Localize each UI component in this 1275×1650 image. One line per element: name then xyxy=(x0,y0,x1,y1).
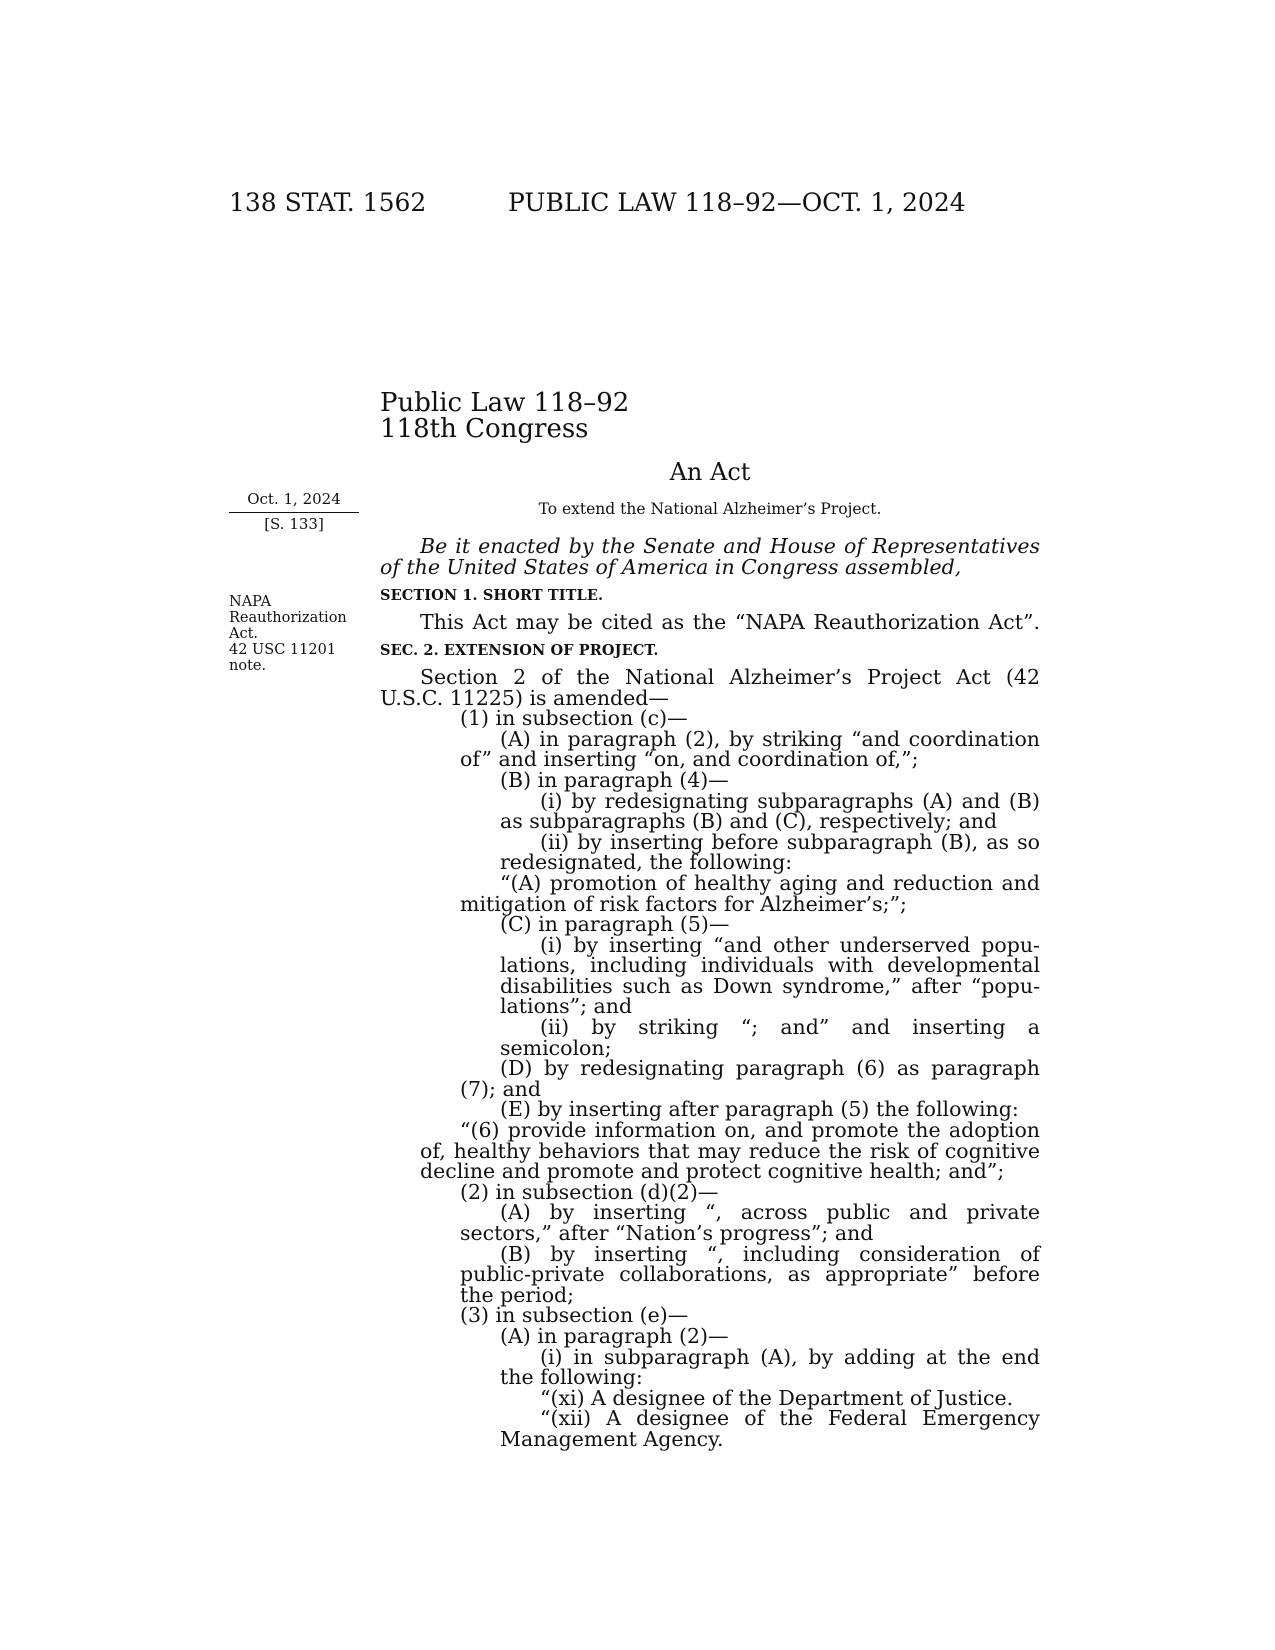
margin-note xyxy=(229,594,369,674)
body-paragraph: (i) by redesignating subparagraphs (A) and (B) as subparagraphs (B) and (C), respectively; and xyxy=(500,788,1040,834)
body-paragraph: (A) in paragraph (2), by striking “and coordination of” and inserting “on, and coordination of,”; xyxy=(460,726,1040,772)
body-paragraph: (B) by inserting “, including consideration of public-private collaborations, as appropriate” before the period; xyxy=(460,1241,1040,1307)
margin-divider xyxy=(229,512,359,513)
act-purpose: To extend the National Alzheimer’s Project. xyxy=(538,500,882,518)
section-1-text: This Act may be cited as the “NAPA Reauthorization Act”. xyxy=(420,609,1040,634)
act-body xyxy=(380,536,1040,1450)
margin-bill-number: [S. 133] xyxy=(264,515,324,533)
margin-note-line: NAPA xyxy=(229,594,272,610)
enacting-clause: Be it enacted by the Senate and House of Representatives of the United States of America in Congress assembled, xyxy=(380,534,1040,579)
body-paragraph: (A) in paragraph (2)— xyxy=(500,1323,729,1348)
body-paragraph: (A) by inserting “, across public and private sectors,” after “Nation’s progress”; and xyxy=(460,1200,1040,1245)
body-paragraph: (B) in paragraph (4)— xyxy=(500,767,729,792)
body-paragraph: “(A) promotion of healthy aging and reduction and mitigation of risk factors for Alzheimer’s;”; xyxy=(460,870,1040,916)
body-paragraph: “(6) provide information on, and promote the adoption of, healthy behaviors that may reduce the risk of cognitive decline and promote and protect cognitive health; and”; xyxy=(420,1118,1040,1184)
margin-note-line: Act. xyxy=(229,626,259,642)
margin-note-line: note. xyxy=(229,658,267,674)
an-act-heading: An Act xyxy=(669,458,751,486)
body-paragraph: (D) by redesignating paragraph (6) as paragraph (7); and xyxy=(460,1056,1040,1101)
body-paragraph: (2) in subsection (d)(2)— xyxy=(460,1179,719,1204)
body-paragraph: (i) by inserting “and other underserved popu-lations, including individuals with developmental disabilities such as Down syndrome,” after “popu-lations”; and xyxy=(500,932,1040,1019)
body-paragraph: (ii) by inserting before subparagraph (B), as so redesignated, the following: xyxy=(500,829,1040,875)
margin-date: Oct. 1, 2024 xyxy=(247,490,341,508)
body-paragraph: “(xi) A designee of the Department of Justice. xyxy=(540,1385,1014,1410)
body-paragraph: (1) in subsection (c)— xyxy=(460,706,688,731)
body-paragraph: Section 2 of the National Alzheimer’s Project Act (42 U.S.C. 11225) is amended— xyxy=(380,664,1040,710)
section-1-heading: SECTION 1. SHORT TITLE. xyxy=(380,587,604,605)
body-paragraph: “(xii) A designee of the Federal Emergency Management Agency. xyxy=(500,1406,1040,1451)
body-paragraph: (i) in subparagraph (A), by adding at the end the following: xyxy=(500,1344,1040,1390)
running-title: PUBLIC LAW 118–92—OCT. 1, 2024 xyxy=(508,188,966,217)
page-stat-number: 138 STAT. 1562 xyxy=(229,188,427,217)
body-paragraph: (E) by inserting after paragraph (5) the following: xyxy=(500,1097,1019,1122)
margin-note-line: 42 USC 11201 xyxy=(229,642,337,658)
margin-note-line: Reauthorization xyxy=(229,610,347,626)
section-2-heading: SEC. 2. EXTENSION OF PROJECT. xyxy=(380,642,659,660)
body-paragraph: (3) in subsection (e)— xyxy=(460,1303,689,1328)
congress-number: 118th Congress xyxy=(380,414,589,444)
body-paragraph: (ii) by striking “; and” and inserting a semicolon; xyxy=(500,1015,1040,1060)
public-law-number: Public Law 118–92 xyxy=(380,388,630,418)
body-paragraph: (C) in paragraph (5)— xyxy=(500,912,730,937)
